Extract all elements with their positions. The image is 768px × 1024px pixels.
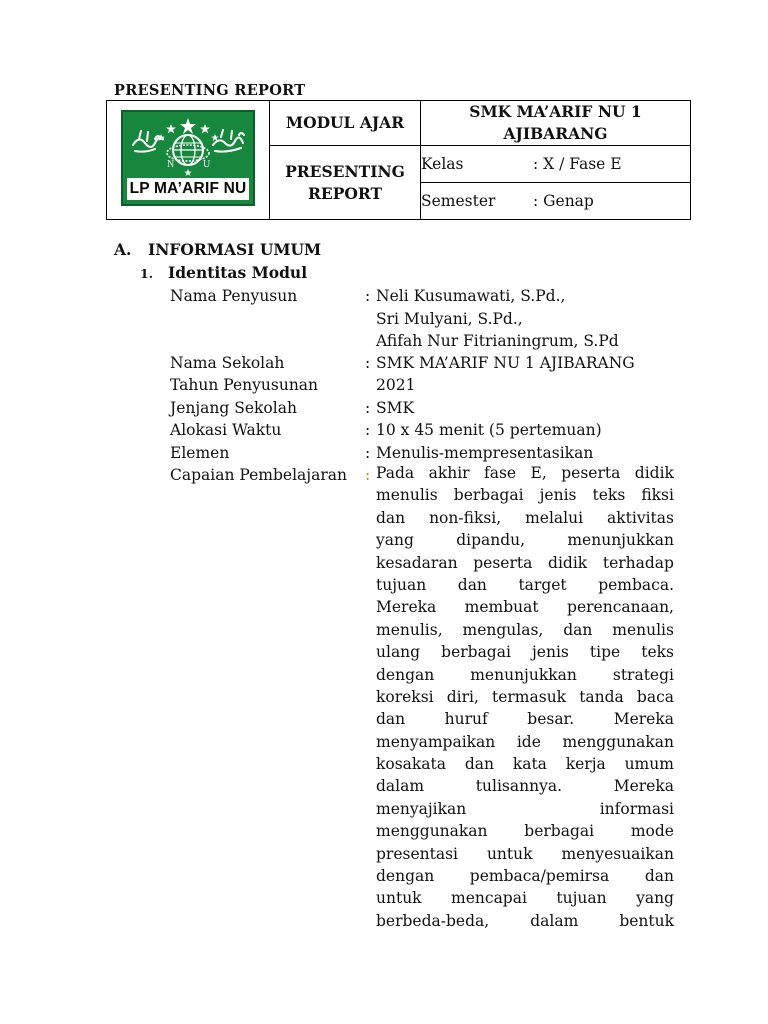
field-label-elemen: Elemen [170, 444, 230, 462]
capaian-line: yang dipandu, menunjukkan [376, 531, 674, 550]
capaian-line: dengan pembaca/pemirsa dan [376, 867, 674, 886]
logo-letter-n: N [167, 159, 175, 170]
field-colon: : [365, 421, 371, 439]
field-value-penyusun-2: Sri Mulyani, S.Pd., [376, 310, 523, 328]
kelas-cell [421, 146, 691, 183]
school-name-line2: AJIBARANG [503, 124, 608, 143]
school-name-cell [421, 101, 691, 146]
modul-ajar-cell [270, 101, 421, 146]
capaian-line: ulang berbagai jenis tipe teks [376, 643, 674, 662]
capaian-line: tujuan dan target pembaca. [376, 575, 674, 594]
modul-ajar-label: MODUL AJAR [285, 113, 405, 132]
field-colon-capaian: : [365, 466, 371, 484]
semester-value: : Genap [533, 192, 594, 210]
kelas-label: Kelas [421, 155, 464, 173]
field-label-tahun: Tahun Penyusunan [170, 376, 319, 394]
section-title: INFORMASI UMUM [148, 240, 322, 259]
document-title: PRESENTING REPORT [114, 82, 306, 99]
field-label-jenjang: Jenjang Sekolah [170, 399, 297, 417]
subsection-title: Identitas Modul [168, 263, 308, 282]
section-letter: A. [114, 240, 132, 259]
capaian-line: untuk mencapai tujuan yang [376, 889, 674, 908]
capaian-line: menulis, mengulas, dan menulis [376, 620, 674, 639]
section-a-heading [114, 240, 321, 259]
capaian-line: menggunakan berbagai mode [376, 822, 674, 841]
field-value-tahun: 2021 [376, 376, 416, 394]
field-value-elemen: Menulis-mempresentasikan [376, 444, 594, 462]
field-colon: : [365, 354, 371, 372]
field-colon: : [365, 399, 371, 417]
subsection-number: 1. [140, 266, 154, 281]
capaian-line: Pada akhir fase E, peserta didik [376, 464, 674, 482]
field-value-nama-sekolah: SMK MA’ARIF NU 1 AJIBARANG [376, 354, 635, 372]
capaian-line: dengan menunjukkan strategi [376, 665, 674, 684]
nu-emblem-icon [127, 115, 249, 181]
field-value-jenjang: SMK [376, 399, 415, 417]
capaian-line: dalam tulisannya. Mereka [376, 777, 674, 796]
logo-text: LP MA’ARIF NU [127, 178, 249, 200]
field-value-alokasi: 10 x 45 menit (5 pertemuan) [376, 421, 602, 439]
capaian-line: menyajikan informasi [376, 799, 674, 818]
field-colon: : [365, 287, 371, 305]
semester-label: Semester [421, 192, 496, 210]
lp-maarif-nu-logo [121, 110, 255, 206]
capaian-pembelajaran-text [376, 462, 674, 932]
capaian-line: presentasi untuk menyesuaikan [376, 844, 674, 863]
capaian-line: menyampaikan ide menggunakan [376, 732, 674, 751]
capaian-line: dan huruf besar. Mereka [376, 710, 674, 729]
capaian-line: Mereka membuat perencanaan, [376, 598, 674, 617]
logo-cell [107, 101, 270, 220]
logo-letter-u: U [203, 159, 211, 170]
presenting-line1: PRESENTING [285, 161, 405, 181]
presenting-line2: REPORT [308, 183, 382, 203]
field-label-capaian: Capaian Pembelajaran [170, 466, 347, 484]
semester-cell [421, 183, 691, 220]
field-value-penyusun-1: Neli Kusumawati, S.Pd., [376, 287, 566, 305]
kelas-value: : X / Fase E [533, 155, 622, 173]
subsection-heading [140, 263, 307, 282]
capaian-line: menulis berbagai jenis teks fiksi [376, 486, 674, 505]
school-name-line1: SMK MA’ARIF NU 1 [469, 102, 642, 121]
field-colon: : [365, 444, 371, 462]
field-label-nama-sekolah: Nama Sekolah [170, 354, 285, 372]
capaian-line: kesadaran peserta didik terhadap [376, 553, 674, 572]
presenting-report-cell [270, 146, 421, 220]
field-label-alokasi: Alokasi Waktu [170, 421, 282, 439]
field-label-nama-penyusun: Nama Penyusun [170, 287, 298, 305]
capaian-line: koreksi diri, termasuk tanda baca [376, 687, 674, 706]
module-header-table [106, 100, 691, 220]
capaian-line: dan non-fiksi, melalui aktivitas [376, 508, 674, 527]
field-value-penyusun-3: Afifah Nur Fitrianingrum, S.Pd [376, 332, 619, 350]
capaian-line: berbeda-beda, dalam bentuk [376, 911, 674, 930]
capaian-line: kosakata dan kata kerja umum [376, 755, 674, 774]
